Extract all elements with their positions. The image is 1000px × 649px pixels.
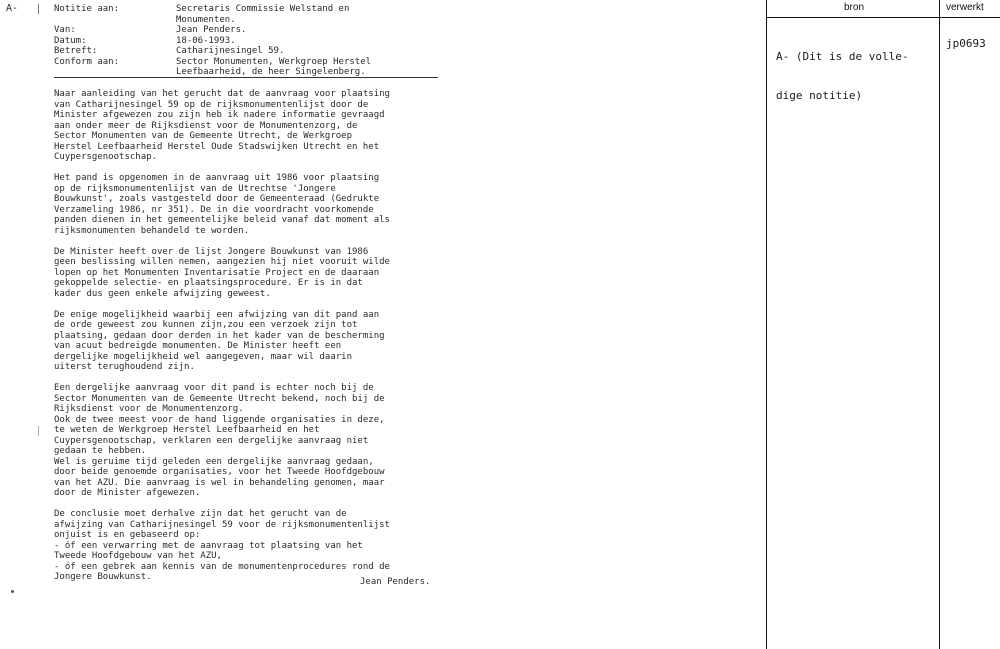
body-paragraph: [54, 89, 454, 163]
body-line: geen beslissing willen nemen, aangezien hij niet vooruit wilde: [54, 257, 390, 267]
verwerkt-code: jp0693: [946, 37, 986, 50]
body-line: - óf een gebrek aan kennis van de monumentenprocedures rond de: [54, 561, 390, 572]
body-line: van het AZU. Die aanvraag is wel in behandeling genomen, maar: [54, 477, 385, 488]
body-line: plaatsing, gedaan door derden in het kader van de bescherming: [54, 330, 385, 341]
header-value: Jean Penders.: [176, 25, 247, 35]
header-value: Sector Monumenten, Werkgroep Herstel: [176, 56, 372, 67]
body-line: Sector Monumenten van de Gemeente Utrecht, de Werkgroep: [54, 131, 353, 141]
body-line: Sector Monumenten van de Gemeente Utrecht bekend, noch bij de: [54, 393, 385, 404]
header-label: [54, 67, 176, 78]
table-column-divider: [939, 0, 940, 649]
column-header-verwerkt: verwerkt: [946, 2, 984, 13]
body-line: op de rijksmonumentenlijst van de Utrechtse 'Jongere: [54, 183, 336, 194]
header-value: 18-06-1993.: [176, 35, 236, 46]
body-paragraph: [54, 310, 454, 373]
header-value: Monumenten.: [176, 14, 236, 25]
header-divider: [54, 77, 438, 78]
body-line: rijksmonumenten behandeld te worden.: [54, 225, 250, 236]
bron-note-line: A- (Dit is de volle-: [776, 50, 909, 63]
body-line: panden dienen in het gemeentelijke beleid vanaf dat moment als: [54, 215, 390, 225]
header-row: [54, 4, 371, 15]
header-row: [54, 36, 371, 47]
column-header-bron: bron: [844, 2, 865, 13]
body-line: van acuut bedreigde monumenten. De Minister heeft een: [54, 341, 342, 351]
body-line: De conclusie moet derhalve zijn dat het gerucht van de: [54, 509, 347, 519]
signature: Jean Penders.: [360, 577, 431, 587]
body-line: Ook de twee meest voor de hand liggende organisaties in deze,: [54, 414, 385, 425]
body-line: Herstel Leefbaarheid Herstel Oude Stadswijken Utrecht en het: [54, 141, 380, 152]
bron-note-line: dige notitie): [776, 89, 863, 102]
header-row: [54, 57, 371, 68]
body-line: gekoppelde selectie- en plaatsingsprocedure. Er is in dat: [54, 278, 363, 288]
body-line: Naar aanleiding van het gerucht dat de aanvraag voor plaatsing: [54, 89, 390, 99]
header-value: Leefbaarheid, de heer Singelenberg.: [176, 67, 366, 77]
body-line: Tweede Hoofdgebouw van het AZU,: [54, 551, 222, 561]
header-label: Van:: [54, 25, 76, 35]
header-label: [54, 15, 176, 26]
body-line: te weten de Werkgroep Herstel Leefbaarheid en het: [54, 425, 320, 435]
body-line: - óf een verwarring met de aanvraag tot plaatsing van het: [54, 540, 363, 551]
body-line: Wel is geruime tijd geleden een dergelijke aanvraag gedaan,: [54, 456, 374, 467]
body-line: Bouwkunst', zoals vastgesteld door de Gemeenteraad (Gedrukte: [54, 194, 380, 204]
margin-bracket: [38, 426, 39, 436]
body-line: Cuypersgenootschap.: [54, 152, 157, 162]
memo-header: [54, 4, 371, 78]
body-line: kader dus geen enkele afwijzing geweest.: [54, 288, 271, 299]
body-line: aan onder meer de Rijksdienst voor de Monumentenzorg, de: [54, 120, 358, 131]
header-row: [54, 15, 371, 26]
body-line: De enige mogelijkheid waarbij een afwijzing van dit pand aan: [54, 309, 380, 320]
body-line: door de Minister afgewezen.: [54, 488, 201, 498]
body-paragraph: [54, 247, 454, 300]
body-line: afwijzing van Catharijnesingel 59 voor de rijksmonumentenlijst: [54, 519, 390, 530]
header-row: [54, 67, 371, 78]
body-line: Minister afgewezen zou zijn heb ik nadere informatie gevraagd: [54, 110, 385, 120]
header-label: Notitie aan:: [54, 4, 120, 14]
body-line: De Minister heeft over de lijst Jongere Bouwkunst van 1986: [54, 246, 369, 257]
body-line: Jongere Bouwkunst.: [54, 572, 152, 582]
body-line: Rijksdienst voor de Monumentenzorg.: [54, 404, 244, 414]
body-line: lopen op het Monumenten Inventarisatie Project en de daaraan: [54, 267, 380, 278]
body-paragraph: [54, 173, 454, 236]
header-row: [54, 25, 371, 36]
body-line: door beide genoemde organisaties, voor het Tweede Hoofdgebouw: [54, 467, 385, 477]
header-value: Secretaris Commissie Welstand en: [176, 4, 350, 14]
header-label: Conform aan:: [54, 56, 120, 67]
header-value: Catharijnesingel 59.: [176, 46, 285, 56]
body-line: van Catharijnesingel 59 op de rijksmonumentenlijst door de: [54, 99, 369, 110]
table-header-rule: [766, 17, 1000, 18]
body-line: Een dergelijke aanvraag voor dit pand is echter noch bij de: [54, 383, 374, 393]
body-line: uiterst terughoudend zijn.: [54, 362, 195, 372]
body-line: onjuist is en gebaseerd op:: [54, 530, 201, 540]
body-line: gedaan te hebben.: [54, 446, 147, 456]
body-line: de orde geweest zou kunnen zijn,zou een verzoek zijn tot: [54, 320, 358, 330]
memo-body: [54, 89, 454, 593]
body-line: Het pand is opgenomen in de aanvraag uit 1986 voor plaatsing: [54, 173, 380, 183]
header-label: Datum:: [54, 35, 87, 46]
header-label: Betreft:: [54, 46, 98, 56]
body-line: Cuypersgenootschap, verklaren een dergelijke aanvraag niet: [54, 435, 369, 446]
margin-tick: [38, 4, 39, 14]
header-row: [54, 46, 371, 57]
body-line: dergelijke mogelijkheid wel aangegeven, maar wil daarin: [54, 351, 353, 362]
body-paragraph: [54, 383, 454, 499]
stray-dot: [11, 590, 14, 593]
source-table: [766, 0, 1000, 649]
table-left-border: [766, 0, 767, 649]
bron-note: [776, 24, 908, 128]
body-line: Verzameling 1986, nr 351). De in die voordracht voorkomende: [54, 204, 374, 215]
margin-mark: A-: [6, 3, 19, 14]
body-paragraph: [54, 509, 454, 583]
